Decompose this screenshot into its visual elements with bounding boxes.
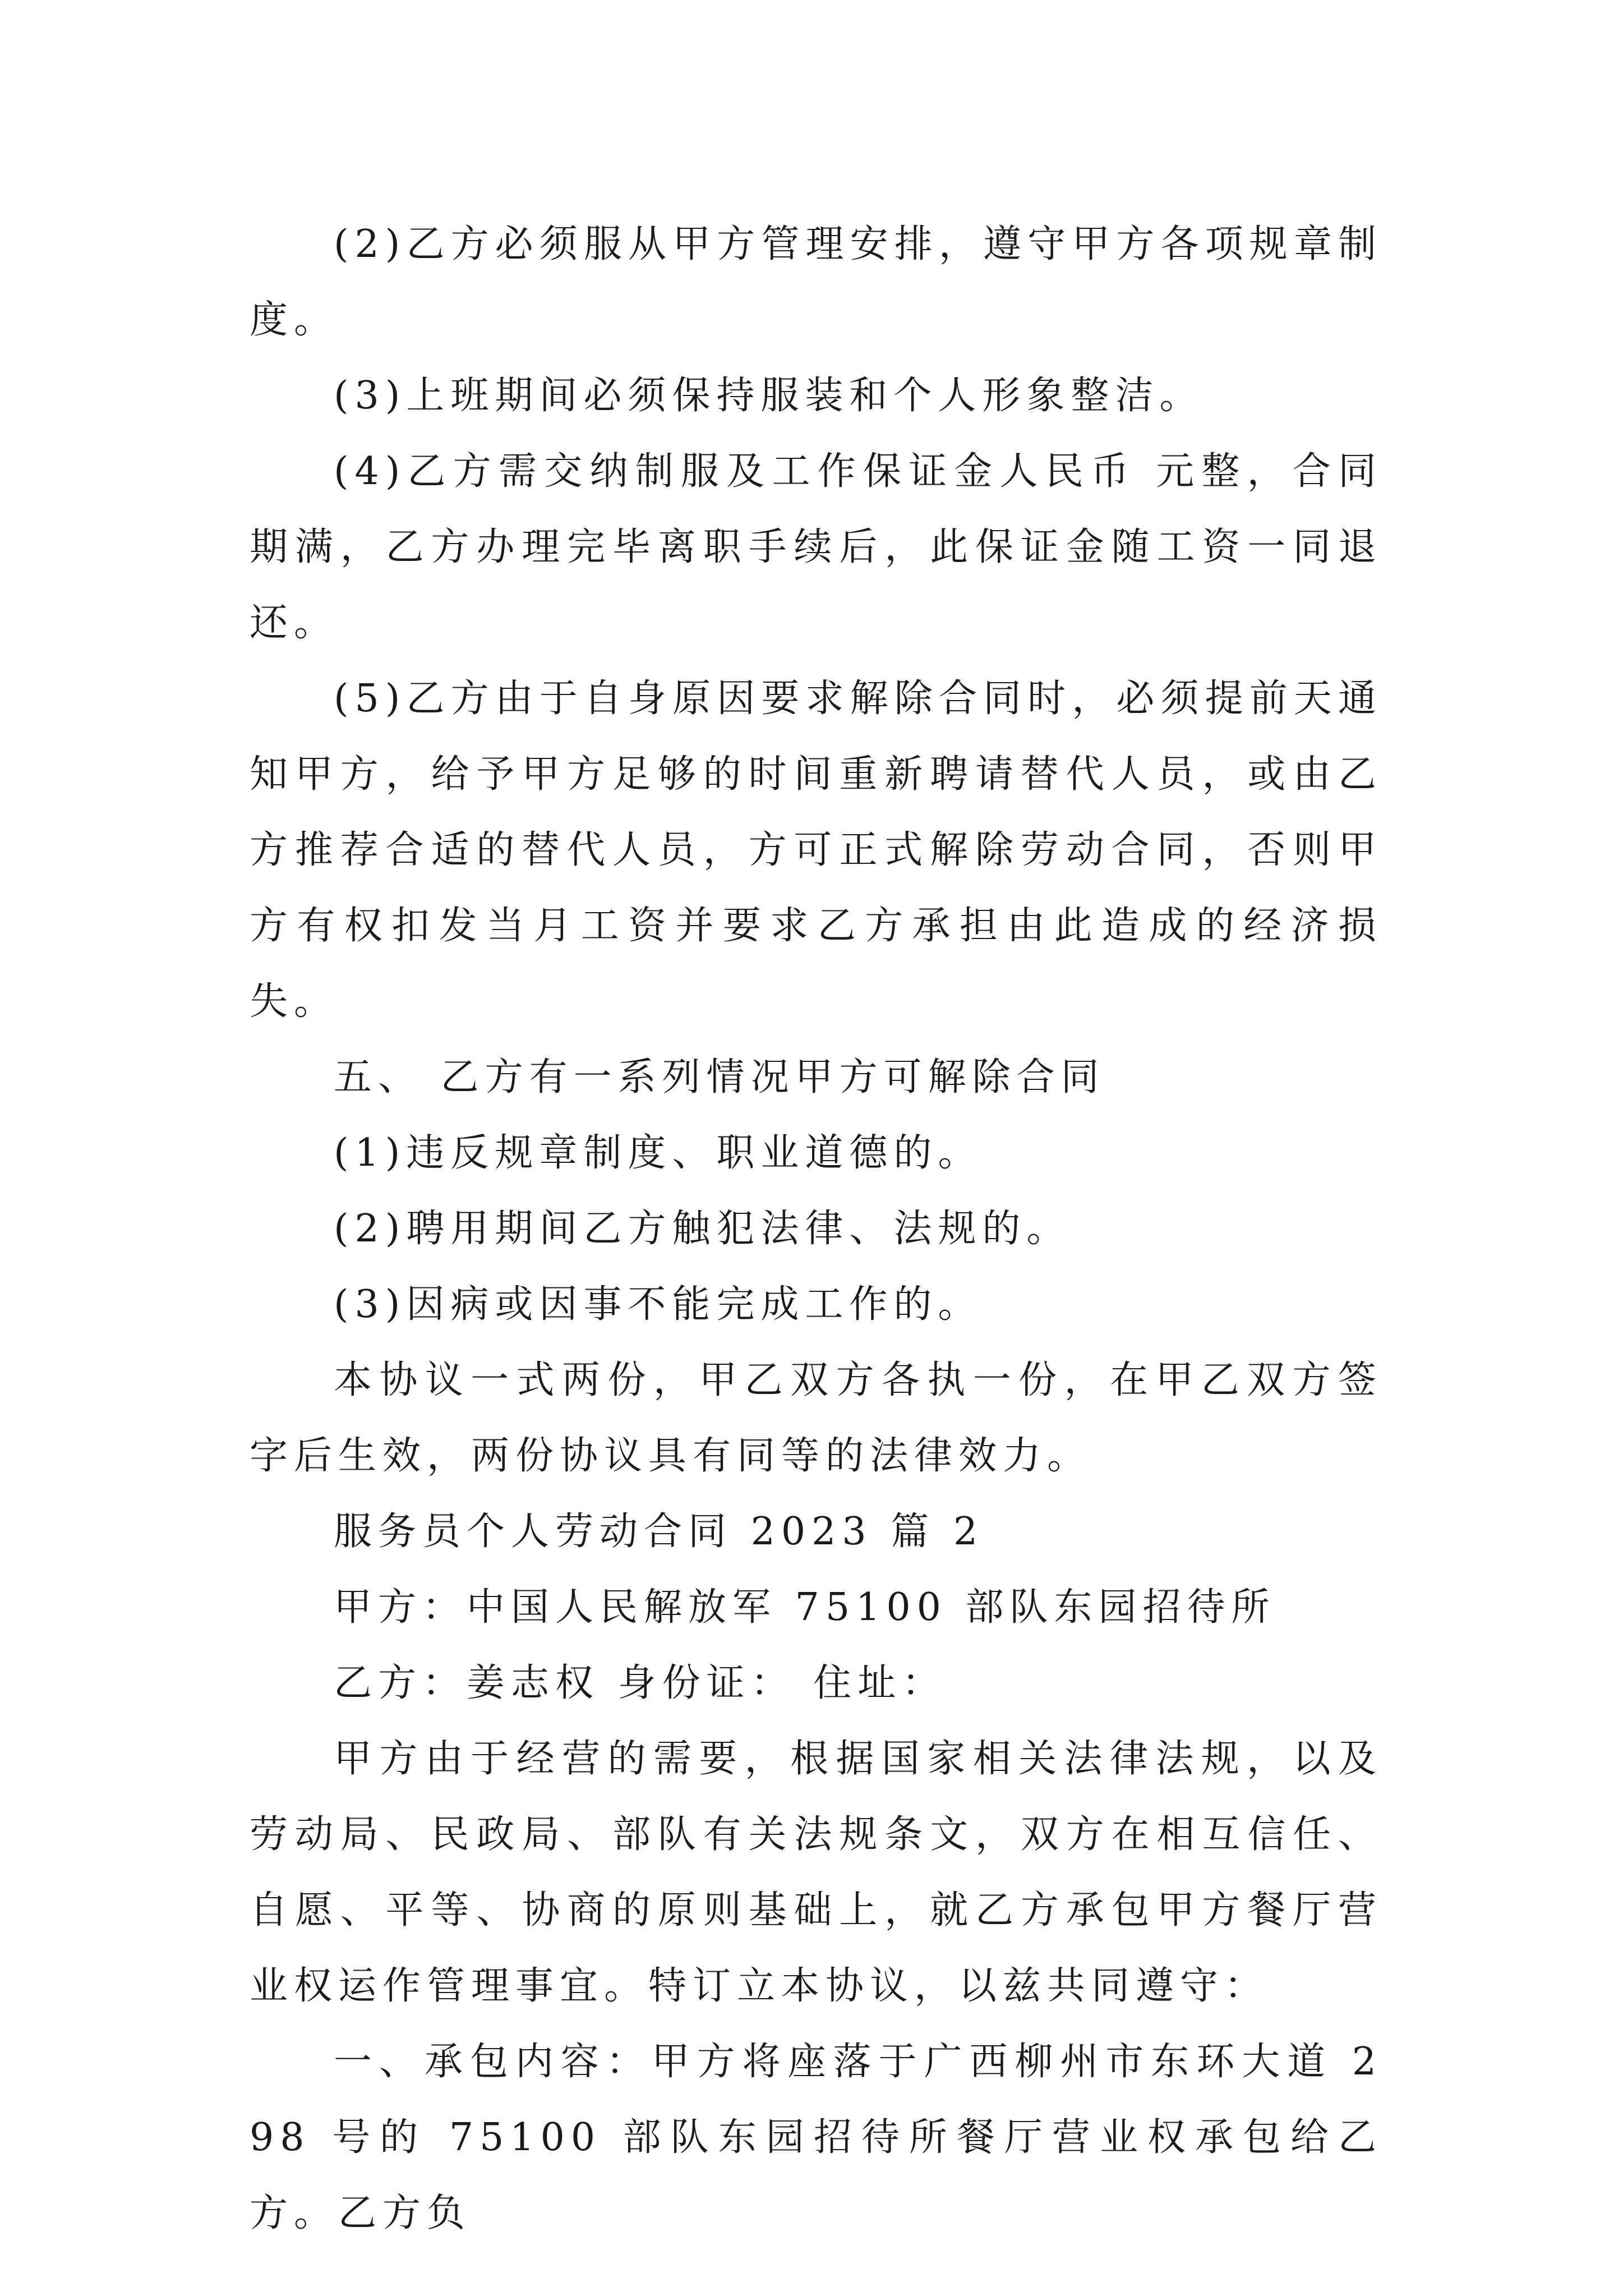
termination-item-2: (2)聘用期间乙方触犯法律、法规的。 [334, 1207, 1071, 1251]
clause-2-obey-management: (2)乙方必须服从甲方管理安排，遵守甲方各项规章制度。 [250, 222, 1382, 342]
termination-item-3: (3)因病或因事不能完成工作的。 [334, 1282, 983, 1327]
preamble: 甲方由于经营的需要，根据国家相关法律法规，以及劳动局、民政局、部队有关法规条文，双方在相互信任、自愿、平等、协商的原则基础上，就乙方承包甲方餐厅营业权运作管理事宜。特订立本协议，以兹共同遵守： [250, 1737, 1382, 2008]
clause-4-deposit: (4)乙方需交纳制服及工作保证金人民币 元整，合同期满，乙方办理完毕离职手续后，此保证金随工资一同退还。 [250, 449, 1382, 645]
termination-item-1: (1)违反规章制度、职业道德的。 [334, 1131, 983, 1175]
party-a: 甲方：中国人民解放军 75100 部队东园招待所 [334, 1585, 1276, 1630]
clause-5-termination-notice: (5)乙方由于自身原因要求解除合同时，必须提前天通知甲方，给予甲方足够的时间重新聘请替代人员，或由乙方推荐合适的替代人员，方可正式解除劳动合同，否则甲方有权扣发当月工资并要求乙方承担由此造成的经济损失。 [250, 677, 1382, 1024]
section-5-heading: 五、 乙方有一系列情况甲方可解除合同 [334, 1055, 1105, 1099]
contract-2-title: 服务员个人劳动合同 2023 篇 2 [334, 1510, 984, 1554]
agreement-copies-clause: 本协议一式两份，甲乙双方各执一份，在甲乙双方签字后生效，两份协议具有同等的法律效力。 [250, 1358, 1382, 1478]
document-body [250, 206, 1382, 2251]
contract-content-clause: 一、承包内容：甲方将座落于广西柳州市东环大道 298 号的 75100 部队东园招待所餐厅营业权承包给乙方。乙方负 [250, 2040, 1382, 2235]
clause-3-appearance: (3)上班期间必须保持服装和个人形象整洁。 [334, 374, 1204, 418]
party-b: 乙方：姜志权 身份证： 住址： [334, 1661, 947, 1705]
